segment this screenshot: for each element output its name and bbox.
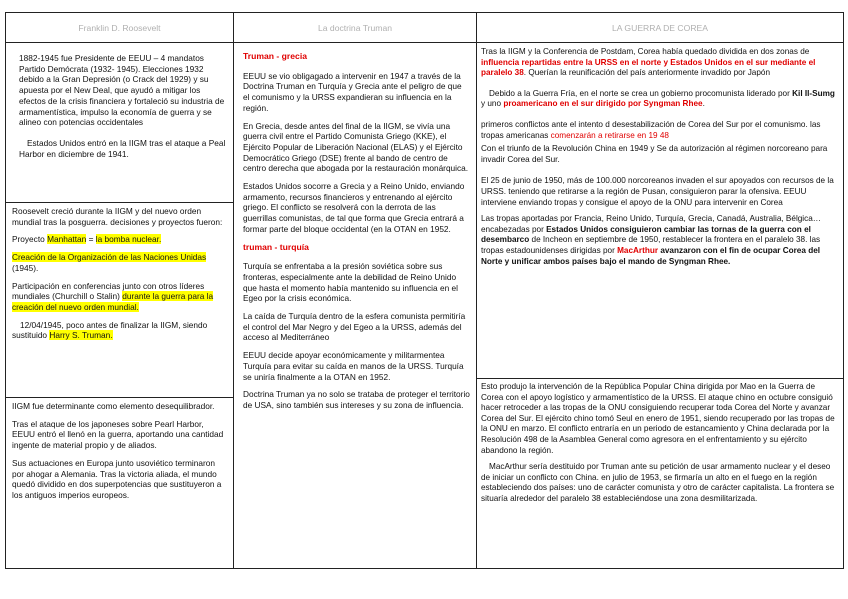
macarthur-dismissal-text: MacArthur sería destituido por Truman ante su petición de usar armamento nuclear y el deseo de iniciar un conflicto con China. en julio de 1953, se firmaría un alto en el fuego en la región estableciendo dos países: uno de carácter comunista y otro de carácter capitalista. La frontera se situaría alrededor del paralelo 38 estableciéndose una zona desmilitarizada.	[481, 462, 835, 503]
china-intervention-text: Esto produjo la intervención de la República Popular China dirigida por Mao en la Guerra de Corea con el apoyo logístico y armamentístico de la URSS. El ataque chino en octubre consiguió hacer retroceder a las tropas de la ONU consiguiendo recuperar toda Corea del Norte y avanzar Corea del Sur. El ejército chino tomó Seul en enero de 1951, siendo recuperado por las tropas de la ONU en marzo. El conflicto entraría en un periodo de estancamiento y China declarada por la Resolución 498 de la Asamblea General como agresora en el enfrentamiento y su ejército abandono la región.	[481, 382, 835, 455]
column-truman	[234, 43, 477, 568]
header-roosevelt-text: Franklin D. Roosevelt	[78, 22, 161, 33]
header-truman-text: La doctrina Truman	[317, 22, 393, 33]
china-revolution-text: Con el triunfo de la Revolución China en 1949 y Se da autorización al régimen norcoreano para invadir Corea del Sur.	[481, 144, 828, 164]
roosevelt-bio-text: 1882-1945 fue Presidente de EEUU – 4 mandatos Partido Demócrata (1932- 1945). Elecciones 1932 debido a la Gran Depresión (o Crack del 1929) y su apuesta por el New Deal, que ayudó a mitigar los efectos de la crisis financiera y fortaleció su industria de armamentística, impulso la economía de guerra y se alineo con potencias occidentales	[19, 53, 225, 128]
iigm-determinant-text: IIGM fue determinante como elemento desequilibrador.	[12, 401, 215, 411]
turquia-pressure-text: Turquía se enfrentaba a la presión soviética sobre sus fronteras, especialmente ante la debilidad de Reino Unido que hasta el momento había mantenido su influencia en el Egeo por la crisis económica.	[243, 261, 458, 304]
content-table	[5, 12, 844, 569]
roosevelt-death-text: 12/04/1945, poco antes de finalizar la IIGM, siendo sustituido Harry S. Truman.	[12, 319, 208, 341]
column-corea	[477, 43, 843, 568]
divider	[6, 202, 233, 203]
cell-roosevelt-decisions	[6, 206, 233, 396]
first-conflicts-text: primeros conflictos ante el intento d desestabilización de Corea del Sur por el comunismo. las tropas americanas comenzarán a retirarse en 19 48	[481, 119, 821, 140]
truman-intervention-text: EEUU se vio obligagado a intervenir en 1947 a través de la Doctrina Truman en Turquía y Grecia ante el peligro de que el comunismo y la URSS expandieran su influencia en la región.	[243, 70, 462, 113]
column-roosevelt	[6, 43, 234, 568]
roosevelt-war-entry-text: Estados Unidos entró en la IIGM tras el ataque a Peal Harbor en diciembre de 1941.	[19, 137, 226, 159]
decisions-intro-text: Roosevelt creció durante la IIGM y del nuevo orden mundial tras la posguerra. decisiones y proyectos fueron:	[12, 206, 223, 227]
pearl-harbor-text: Tras el ataque de los japoneses sobre Pearl Harbor, EEUU entró el llenó en la guerra, aportando una cantidad ingente de material propio y de aliados.	[12, 418, 224, 451]
turquia-fall-text: La caída de Turquía dentro de la esfera comunista permitiría el control del Mar Negro y del Egeo a la URSS, además del acceso al Mediterráneo	[243, 311, 466, 343]
usa-support-grecia-text: Estados Unidos socorre a Grecia y a Reino Unido, enviando armamento, recursos financieros y entrenando al ejército griego. El conflicto se resolverá con la derrota de las guerrillas comunistas, de tal que forma que Grecia entrará a formar parte del bloque occidental (en la OTAN en 1952.	[243, 181, 465, 234]
doctrine-summary-text: Doctrina Truman ya no solo se trataba de proteger el territorio de USA, sino también sus intereses y su zona de influencia.	[243, 389, 470, 410]
header-roosevelt	[6, 13, 234, 42]
onu-creation-text: Creación de la Organización de las Naciones Unidas (1945).	[12, 252, 207, 273]
invasion-1950-text: El 25 de junio de 1950, más de 100.000 norcoreanos invaden el sur apoyados con recursos de la URSS. teniendo que retirarse a la región de Pusan, consiguieron parar la ofensiva. EEUU interviene enviando tropas y consigue el apoyo de la ONU para intervenir en Corea	[481, 176, 834, 207]
conferences-text: Participación en conferencias junto con otros líderes mundiales (Churchill o Stalin) durante la guerra para la creación del nuevo orden mundial.	[12, 280, 214, 312]
manhattan-project-text: Proyecto Manhattan = la bomba nuclear.	[12, 234, 162, 245]
cell-iigm-impact	[6, 401, 233, 568]
cell-china-intervention	[477, 382, 843, 564]
corea-governments-text: Debido a la Guerra Fría, en el norte se crea un gobierno procomunista liderado por Kil Il-Sumg y uno proamericano en el sur dirigido por Syngman Rhee.	[481, 88, 835, 109]
divider	[477, 378, 843, 379]
header-corea	[477, 13, 843, 42]
grecia-civil-war-text: En Grecia, desde antes del final de la IIGM, se vivía una guerra civil entre el Partido Comunista Griego (KKE), el Ejército Popular de Liberación Nacional (ELAS) y el Ejército Democrático Griego (DSE) frente al bando de centro de centro derecha que abogada por la restauración monárquica.	[243, 120, 469, 174]
cell-roosevelt-bio	[6, 53, 233, 203]
cell-corea-division	[477, 47, 843, 377]
header-truman	[234, 13, 477, 42]
usa-support-turquia-text: EEUU decide apoyar económicamente y militarmentea Turquía para evitar su caída en manos de la URSS. Turquía se uniría finalmente a la OTAN en 1952.	[243, 350, 464, 382]
truman-grecia-heading: Truman - grecia	[243, 51, 307, 61]
header-corea-text: LA GUERRA DE COREA	[612, 22, 708, 33]
corea-division-text: Tras la IIGM y la Conferencia de Postdam, Corea había quedado dividida en dos zonas de influencia repartidas entre la URSS en el norte y Estados Unidos en el sur mediante el paralelo 38. Querían la reunificación del país anteriormente invadido por Japón	[481, 47, 816, 78]
cell-truman-doctrine	[234, 51, 476, 564]
truman-turquia-heading: truman - turquía	[243, 241, 309, 252]
divider	[6, 397, 233, 398]
europe-actions-text: Sus actuaciones en Europa junto usoviético terminaron por ahogar a Alemania. Tras la victoria aliada, el mundo quedó dividido en dos superpotencias que sustituyeron a los antiguos imperios europeos.	[12, 457, 222, 500]
incheon-text: Las tropas aportadas por Francia, Reino Unido, Turquía, Grecia, Canadá, Australia, Bélgica… encabezadas por Estados Unidos consiguieron cambiar las tornas de la guerra con el desembarco de Incheon en septiembre de 1950, restablecer la frontera en el paralelo 38. las tropas estadounidenses dirigidas por MacArthur avanzaron con el fin de ocupar Corea del Norte y unificar ambos países bajo el mando de Syngman Rhee.	[481, 214, 821, 266]
